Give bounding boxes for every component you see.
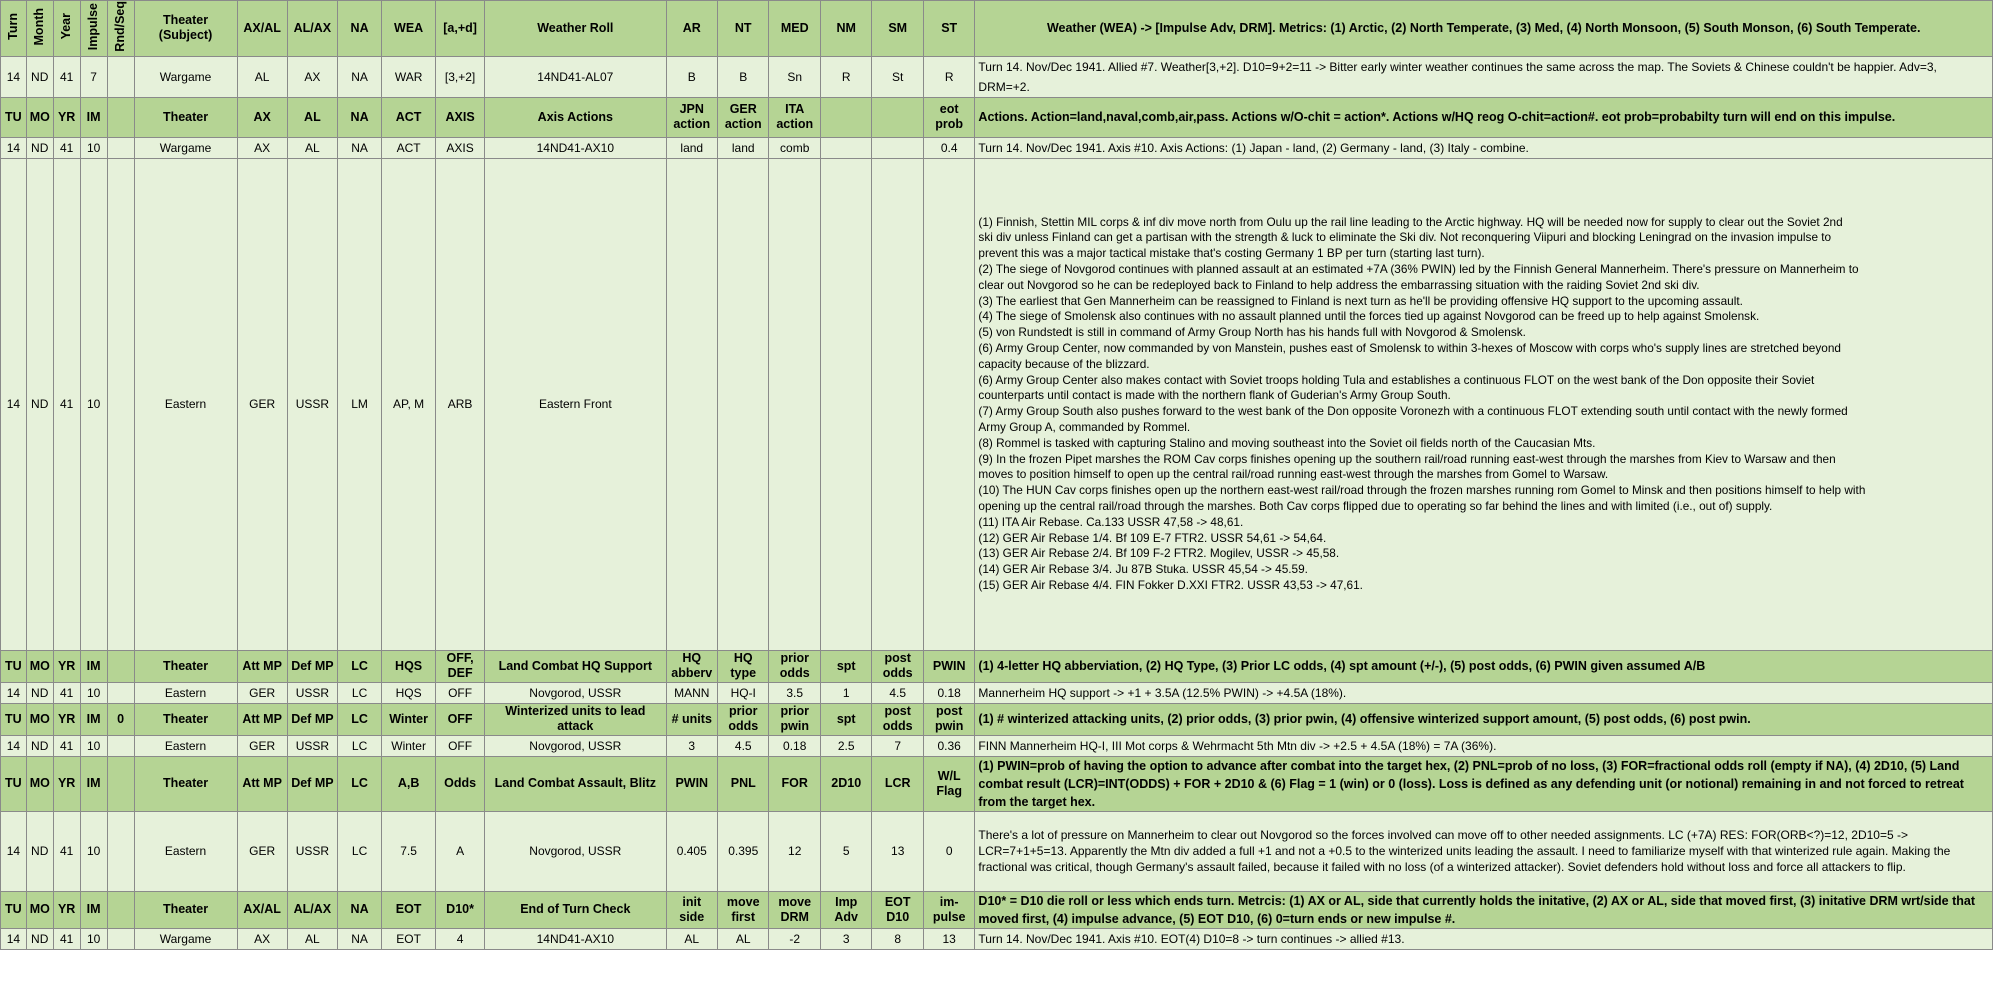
cell-hq-note[interactable]: Mannerheim HQ support -> +1 + 3.5A (12.5% PWIN) -> +4.5A (18%). [975,682,1993,703]
cell-theater[interactable]: Wargame [134,56,237,97]
cell-month[interactable]: ND [26,56,53,97]
header-for[interactable]: FOR [769,756,820,811]
header-rnd-seq[interactable]: Rnd/Seq [107,1,134,57]
cell-ab[interactable]: 7.5 [382,811,436,891]
cell-off[interactable]: OFF [436,682,485,703]
header-blank[interactable] [872,97,923,137]
cell-impulse[interactable]: 10 [80,158,107,650]
header-prior-pwin[interactable]: prior pwin [769,703,820,735]
cell-att-mp[interactable]: GER [237,682,287,703]
winter-header-row [1,703,1993,735]
header-assault-note[interactable]: (1) PWIN=prob of having the option to advance after combat into the target hex, (2) PNL=prob of no loss, (3) FOR=fractional odds roll (empty if NA), (4) 2D10, (5) Land combat result (LCR)=INT(ODDS) + FOR + 2D10 & (6) Flag = 1 (win) or 0 (loss). Loss is defined as any defending unit (or notional) remaining in and not forced to retreat from the target hex. [975,756,1993,811]
header-al[interactable]: AL [287,97,337,137]
header-nt[interactable]: NT [718,1,769,57]
header-tu[interactable]: TU [1,650,27,682]
note-line: prevent this was a major tactical mistake that's costing Germany 1 BP per turn (starting last turn). [978,246,1485,261]
cell-target[interactable]: Novgorod, USSR [485,735,666,756]
header-imp-adv[interactable]: Imp Adv [820,891,871,928]
header-yr[interactable]: YR [53,891,80,928]
header-hq-type[interactable]: HQ type [718,650,769,682]
note-line: (2) The siege of Novgorod continues with planned assault at an estimated +7A (36% PWIN) led by the Finnish General Mannerheim. There's pressure on Mannerheim to [978,262,1859,277]
cell-side1[interactable]: GER [237,158,287,650]
cell-na[interactable]: NA [338,56,382,97]
cell-front-name[interactable]: Eastern Front [485,158,666,650]
actions-header-row [1,97,1993,137]
cell-eot-prob[interactable]: 0.4 [923,137,974,158]
actions-row [1,137,1993,158]
header-post-odds[interactable]: post odds [872,703,923,735]
cell-blank[interactable] [820,137,871,158]
cell-ger-action[interactable]: land [718,137,769,158]
cell-year[interactable]: 41 [53,682,80,703]
cell-blank[interactable] [718,158,769,650]
cell-winter[interactable]: Winter [382,735,436,756]
header-na[interactable]: NA [338,97,382,137]
note-line: (12) GER Air Rebase 1/4. Bf 109 E-7 FTR2. USSR 54,61 -> 54,64. [978,530,1327,545]
header-actions-note[interactable]: Actions. Action=land,naval,comb,air,pass. Actions w/O-chit = action*. Actions w/HQ reog O-chit=action#. eot prob=probabilty turn will end on this impulse. [975,97,1993,137]
cell-ita-action[interactable]: comb [769,137,820,158]
cell-d10[interactable]: 4 [436,928,485,949]
note-line: (7) Army Group South also pushes forward to the west bank of the Don opposite Voronezh with a continuous FLOT extending south until contact with the newly formed [978,404,1848,419]
cell-post-odds[interactable]: 7 [872,735,923,756]
header-na[interactable]: NA [338,1,382,57]
cell-imp-adv[interactable]: 3 [820,928,871,949]
cell-roll-id[interactable]: 14ND41-AL07 [485,56,666,97]
cell-side2[interactable]: AL [287,928,337,949]
cell-side2[interactable]: AL [287,137,337,158]
header-tu[interactable]: TU [1,891,27,928]
note-line: (14) GER Air Rebase 3/4. Ju 87B Stuka. USSR 45,54 -> 45.59. [978,562,1308,577]
cell-odds[interactable]: A [436,811,485,891]
assault-header-row [1,756,1993,811]
cell-axis[interactable]: AXIS [436,137,485,158]
cell-med[interactable]: Sn [769,56,820,97]
header-blank[interactable] [820,97,871,137]
cell-pwin[interactable]: 0.18 [923,682,974,703]
header-off[interactable]: OFF [436,703,485,735]
header-mo[interactable]: MO [26,756,53,811]
note-line: (6) Army Group Center also makes contact with Soviet troops holding Tula and establishes a continuous FLOT on the west bank of the Don opposite their Soviet [978,372,1815,387]
cell-move-drm[interactable]: -2 [769,928,820,949]
header-lc[interactable]: LC [338,650,382,682]
cell-roll-id[interactable]: 14ND41-AX10 [485,137,666,158]
cell-actions-note[interactable]: Turn 14. Nov/Dec 1941. Axis #10. Axis Actions: (1) Japan - land, (2) Germany - land, (3) Italy - combine. [975,137,1993,158]
cell-na[interactable]: NA [338,137,382,158]
note-line: (15) GER Air Rebase 4/4. FIN Fokker D.XXI FTR2. USSR 43,53 -> 47,61. [978,577,1363,592]
header-wl-flag[interactable]: W/L Flag [923,756,974,811]
cell-turn[interactable]: 14 [1,158,27,650]
cell-nm[interactable]: R [820,56,871,97]
cell-wea[interactable]: WAR [382,56,436,97]
header-hq-note[interactable]: (1) 4-letter HQ abberviation, (2) HQ Type, (3) Prior LC odds, (4) spt amount (+/-), (5) post odds, (6) PWIN given assumed A/B [975,650,1993,682]
header-impulse[interactable]: im-pulse [923,891,974,928]
cell-front-notes[interactable] [975,158,1993,650]
header-pwin[interactable]: PWIN [666,756,717,811]
header-seq[interactable]: 0 [107,703,134,735]
cell-spt[interactable]: 2.5 [820,735,871,756]
cell-year[interactable]: 41 [53,811,80,891]
cell-arb[interactable]: ARB [436,158,485,650]
cell-impulse[interactable]: 10 [80,811,107,891]
header-lc[interactable]: LC [338,756,382,811]
cell-year[interactable]: 41 [53,137,80,158]
cell-spt[interactable]: 1 [820,682,871,703]
header-tu[interactable]: TU [1,756,27,811]
note-line: moves to position himself to open up the central rail/road running east-west through the marshes from Gomel to Warsaw. [978,467,1609,482]
note-line: capacity because of the blizzard. [978,356,1150,371]
header-ita-action[interactable]: ITA action [769,97,820,137]
header-blank[interactable] [107,650,134,682]
header-eot-note[interactable]: D10* = D10 die roll or less which ends turn. Metrcis: (1) AX or AL, side that currently holds the initative, (2) AX or AL, side that moved first, (3) initative DRM wrt/side that moved first, (4) impulse advance, (5) EOT D10, (6) 0=turn ends or new impulse #. [975,891,1993,928]
header-def-mp[interactable]: Def MP [287,703,337,735]
cell-hq-type[interactable]: HQ-I [718,682,769,703]
cell-rnd[interactable] [107,137,134,158]
cell-impulse[interactable]: 7 [80,56,107,97]
header-year[interactable]: Year [53,1,80,57]
cell-ap-m[interactable]: AP, M [382,158,436,650]
cell-rnd[interactable] [107,811,134,891]
cell-prior-pwin[interactable]: 0.18 [769,735,820,756]
cell-blank[interactable] [872,137,923,158]
header-tu[interactable]: TU [1,97,27,137]
cell-move-first[interactable]: AL [718,928,769,949]
note-line: (13) GER Air Rebase 2/4. Bf 109 F-2 FTR2. Mogilev, USSR -> 45,58. [978,546,1340,561]
note-line: (8) Rommel is tasked with capturing Stalino and moving southeast into the Soviet oil fields north of the Caucasian Mts. [978,435,1596,450]
header-theater[interactable]: Theater [134,756,237,811]
cell-prior-odds[interactable]: 3.5 [769,682,820,703]
header-post-pwin[interactable]: post pwin [923,703,974,735]
header-blank[interactable] [107,756,134,811]
note-line: (1) Finnish, Stettin MIL corps & inf div move north from Oulu up the rail line leading to the Arctic highway. HQ will be needed now for supply to clear out the Soviet 2nd [978,214,1843,229]
cell-turn[interactable]: 14 [1,928,27,949]
header-eot[interactable]: EOT [382,891,436,928]
header-eot-d10[interactable]: EOT D10 [872,891,923,928]
header-axis[interactable]: AXIS [436,97,485,137]
cell-turn[interactable]: 14 [1,682,27,703]
cell-post-pwin[interactable]: 0.36 [923,735,974,756]
cell-init-side[interactable]: AL [666,928,717,949]
note-line: (11) ITA Air Rebase. Ca.133 USSR 47,58 -> 48,61. [978,514,1244,529]
header-nm[interactable]: NM [820,1,871,57]
header-sm[interactable]: SM [872,1,923,57]
header-theater[interactable]: Theater [134,650,237,682]
header-move-first[interactable]: move first [718,891,769,928]
hq-header-row [1,650,1993,682]
header-yr[interactable]: YR [53,97,80,137]
header-hqs[interactable]: HQS [382,650,436,682]
eot-header-row [1,891,1993,928]
note-line: ski div unless Finland can get a partisan with the strength & luck to eliminate the Ski div. Not reconquering Viipuri and blocking Leningrad on the invasion impulse to [978,230,1832,245]
note-line: Army Group A, commanded by Rommel. [978,420,1191,434]
header-mo[interactable]: MO [26,650,53,682]
cell-blank[interactable] [769,158,820,650]
cell-theater[interactable]: Eastern [134,811,237,891]
header-yr[interactable]: YR [53,703,80,735]
cell-turn[interactable]: 14 [1,56,27,97]
cell-impulse[interactable]: 10 [80,137,107,158]
cell-month[interactable]: ND [26,137,53,158]
cell-impulse-next[interactable]: 13 [923,928,974,949]
cell-hqs[interactable]: HQS [382,682,436,703]
cell-eot[interactable]: EOT [382,928,436,949]
cell-2d10[interactable]: 5 [820,811,871,891]
header-weather-roll[interactable]: Weather Roll [485,1,666,57]
cell-turn[interactable]: 14 [1,735,27,756]
header-med[interactable]: MED [769,1,820,57]
header-theater[interactable]: Theater [134,891,237,928]
cell-side1[interactable]: AX [237,137,287,158]
note-line: counterparts until contact is made with the northern flank of Guderian's Army Group South. [978,388,1451,403]
header-al-ax[interactable]: AL/AX [287,891,337,928]
header-num-units[interactable]: # units [666,703,717,735]
cell-def-mp[interactable]: USSR [287,682,337,703]
cell-lm[interactable]: LM [338,158,382,650]
header-spt[interactable]: spt [820,703,871,735]
header-ax-al[interactable]: AX/AL [237,1,287,57]
cell-att-mp[interactable]: GER [237,811,287,891]
cell-month[interactable]: ND [26,735,53,756]
cell-impulse[interactable]: 10 [80,928,107,949]
cell-st[interactable]: R [923,56,974,97]
cell-side1[interactable]: AL [237,56,287,97]
cell-rnd[interactable] [107,928,134,949]
header-odds[interactable]: Odds [436,756,485,811]
header-att-mp[interactable]: Att MP [237,650,287,682]
header-im[interactable]: IM [80,703,107,735]
header-im[interactable]: IM [80,97,107,137]
header-def-mp[interactable]: Def MP [287,756,337,811]
cell-month[interactable]: ND [26,928,53,949]
cell-post-odds[interactable]: 4.5 [872,682,923,703]
cell-eot-d10[interactable]: 8 [872,928,923,949]
cell-pwin[interactable]: 0.405 [666,811,717,891]
header-prior-odds[interactable]: prior odds [769,650,820,682]
cell-blank[interactable] [923,158,974,650]
cell-off[interactable]: OFF [436,735,485,756]
header-att-mp[interactable]: Att MP [237,703,287,735]
header-winter[interactable]: Winter [382,703,436,735]
header-blank[interactable] [107,97,134,137]
header-turn[interactable]: Turn [1,1,27,57]
header-axis-actions[interactable]: Axis Actions [485,97,666,137]
cell-side1[interactable]: AX [237,928,287,949]
cell-theater[interactable]: Eastern [134,682,237,703]
note-line: (9) In the frozen Pipet marshes the ROM Cav corps finishes opening up the southern rail/road running east-west through the marshes from Kiev to Warsaw and then [978,451,1836,466]
cell-eot-note[interactable]: Turn 14. Nov/Dec 1941. Axis #10. EOT(4) D10=8 -> turn continues -> allied #13. [975,928,1993,949]
cell-month[interactable]: ND [26,682,53,703]
cell-theater[interactable]: Wargame [134,137,237,158]
note-line: opening up the central rail/road through the marshes. Both Cav corps flipped due to operating so far behind the lines and with limited (i.e., out of) supply. [978,498,1773,513]
cell-lc[interactable]: LC [338,682,382,703]
header-ax-al[interactable]: AX/AL [237,891,287,928]
header-month[interactable]: Month [26,1,53,57]
note-line: (5) von Rundstedt is still in command of Army Group North has his hands full with Novgorod & Smolensk. [978,325,1526,340]
header-winter-note[interactable]: (1) # winterized attacking units, (2) prior odds, (3) prior pwin, (4) offensive winterized support amount, (5) post odds, (6) post pwin. [975,703,1993,735]
cell-year[interactable]: 41 [53,928,80,949]
note-line: (3) The earliest that Gen Mannerheim can be reassigned to Finland is next turn as he'll be providing offensive HQ support to the upcoming assault. [978,293,1743,308]
header-act[interactable]: ACT [382,97,436,137]
cell-hq-abbrev[interactable]: MANN [666,682,717,703]
cell-rnd[interactable] [107,682,134,703]
header-mo[interactable]: MO [26,891,53,928]
header-mo[interactable]: MO [26,97,53,137]
header-yr[interactable]: YR [53,756,80,811]
header-lc[interactable]: LC [338,703,382,735]
cell-target[interactable]: Novgorod, USSR [485,682,666,703]
cell-ar[interactable]: B [666,56,717,97]
header-assault[interactable]: Land Combat Assault, Blitz [485,756,666,811]
header-winterized[interactable]: Winterized units to lead attack [485,703,666,735]
header-pnl[interactable]: PNL [718,756,769,811]
header-hq-support[interactable]: Land Combat HQ Support [485,650,666,682]
cell-theater[interactable]: Eastern [134,735,237,756]
header-im[interactable]: IM [80,891,107,928]
cell-impulse[interactable]: 10 [80,682,107,703]
header-ax[interactable]: AX [237,97,287,137]
header-theater[interactable]: Theater [134,703,237,735]
weather-row [1,56,1993,97]
header-im[interactable]: IM [80,650,107,682]
header-yr[interactable]: YR [53,650,80,682]
cell-lc[interactable]: LC [338,735,382,756]
header-st[interactable]: ST [923,1,974,57]
header-im[interactable]: IM [80,756,107,811]
header-wea[interactable]: WEA [382,1,436,57]
cell-nt[interactable]: B [718,56,769,97]
cell-weather-note[interactable]: Turn 14. Nov/Dec 1941. Allied #7. Weather[3,+2]. D10=9+2=11 -> Bitter early winter weather continues the same across the map. The Soviets & Chinese couldn't be happier. Adv=3, DRM=+2. [975,56,1993,97]
header-na[interactable]: NA [338,891,382,928]
note-line: (6) Army Group Center, now commanded by von Manstein, pushes east of Smolensk to within 3-hexes of Moscow with corps who's supply lines are stretched beyond [978,341,1841,356]
cell-act[interactable]: ACT [382,137,436,158]
cell-year[interactable]: 41 [53,56,80,97]
header-def-mp[interactable]: Def MP [287,650,337,682]
assault-row [1,811,1993,891]
cell-rnd[interactable] [107,56,134,97]
header-spt[interactable]: spt [820,650,871,682]
cell-sm[interactable]: St [872,56,923,97]
header-post-odds[interactable]: post odds [872,650,923,682]
cell-impulse[interactable]: 10 [80,735,107,756]
cell-year[interactable]: 41 [53,158,80,650]
cell-lcr[interactable]: 13 [872,811,923,891]
header-a-d[interactable]: [a,+d] [436,1,485,57]
cell-na[interactable]: NA [338,928,382,949]
cell-def-mp[interactable]: USSR [287,811,337,891]
cell-def-mp[interactable]: USSR [287,735,337,756]
header-blank[interactable] [107,891,134,928]
header-ger-action[interactable]: GER action [718,97,769,137]
header-theater[interactable]: Theater [134,97,237,137]
cell-rnd[interactable] [107,735,134,756]
header-al-ax[interactable]: AL/AX [287,1,337,57]
eastern-front-row [1,158,1993,650]
header-tu[interactable]: TU [1,703,27,735]
header-att-mp[interactable]: Att MP [237,756,287,811]
header-d10[interactable]: D10* [436,891,485,928]
cell-side2[interactable]: AX [287,56,337,97]
cell-theater[interactable]: Wargame [134,928,237,949]
top-header-row [1,1,1993,57]
cell-blank[interactable] [820,158,871,650]
header-jpn-action[interactable]: JPN action [666,97,717,137]
header-2d10[interactable]: 2D10 [820,756,871,811]
cell-jpn-action[interactable]: land [666,137,717,158]
header-off-def[interactable]: OFF, DEF [436,650,485,682]
cell-for[interactable]: 12 [769,811,820,891]
cell-lc[interactable]: LC [338,811,382,891]
cell-roll-id[interactable]: 14ND41-AX10 [485,928,666,949]
header-theater[interactable]: Theater (Subject) [134,1,237,57]
cell-pnl[interactable]: 0.395 [718,811,769,891]
header-ar[interactable]: AR [666,1,717,57]
cell-turn[interactable]: 14 [1,137,27,158]
cell-blank[interactable] [872,158,923,650]
note-line: (4) The siege of Smolensk also continues with no assault planned until the forces tied up against Novgorod can be freed up to help against Smolensk. [978,309,1760,324]
cell-blank[interactable] [666,158,717,650]
cell-assault-note[interactable]: There's a lot of pressure on Mannerheim to clear out Novgorod so the forces involved can move off to other needed assignments. LC (+7A) RES: FOR(ORB<?)=12, 2D10=5 -> LCR=7+1+5=13. Apparently the Mtn div added a full +1 and not a +0.5 to the winterized units leading the assault. I need to familiarize myself with that winterized rule again. Making the fractional was critical, though Germany's assault failed, because it failed with no loss (of a winterized attacker). Soviet defenders hold without loss and force all attackers to flip. [975,811,1993,891]
cell-wl-flag[interactable]: 0 [923,811,974,891]
cell-target[interactable]: Novgorod, USSR [485,811,666,891]
header-weather-note[interactable]: Weather (WEA) -> [Impulse Adv, DRM]. Metrics: (1) Arctic, (2) North Temperate, (3) Med, (4) North Monsoon, (5) South Monson, (6) South Temperate. [975,1,1993,57]
cell-year[interactable]: 41 [53,735,80,756]
cell-num-units[interactable]: 3 [666,735,717,756]
header-ab[interactable]: A,B [382,756,436,811]
header-move-drm[interactable]: move DRM [769,891,820,928]
hq-row [1,682,1993,703]
cell-ad[interactable]: [3,+2] [436,56,485,97]
winter-row [1,735,1993,756]
header-init-side[interactable]: init side [666,891,717,928]
note-line: clear out Novgorod so he can be redeployed back to Finland to help address the embarrassing situation with the raiding Soviet 2nd ski div. [978,277,1700,292]
cell-winter-note[interactable]: FINN Mannerheim HQ-I, III Mot corps & Wehrmacht 5th Mtn div -> +2.5 + 4.5A (18%) = 7A (36%). [975,735,1993,756]
header-pwin[interactable]: PWIN [923,650,974,682]
cell-side2[interactable]: USSR [287,158,337,650]
cell-month[interactable]: ND [26,158,53,650]
header-hq-abbrev[interactable]: HQ abberv [666,650,717,682]
header-lcr[interactable]: LCR [872,756,923,811]
cell-month[interactable]: ND [26,811,53,891]
header-mo[interactable]: MO [26,703,53,735]
cell-att-mp[interactable]: GER [237,735,287,756]
cell-theater[interactable]: Eastern [134,158,237,650]
eot-row [1,928,1993,949]
note-line: (10) The HUN Cav corps finishes open up the northern east-west rail/road through the frozen marshes running rom Gomel to Minsk and then positions himself to help with [978,483,1866,498]
header-eot-check[interactable]: End of Turn Check [485,891,666,928]
cell-prior-odds[interactable]: 4.5 [718,735,769,756]
header-eot-prob[interactable]: eot prob [923,97,974,137]
header-prior-odds[interactable]: prior odds [718,703,769,735]
cell-rnd[interactable] [107,158,134,650]
header-impulse[interactable]: Impulse [80,1,107,57]
cell-turn[interactable]: 14 [1,811,27,891]
